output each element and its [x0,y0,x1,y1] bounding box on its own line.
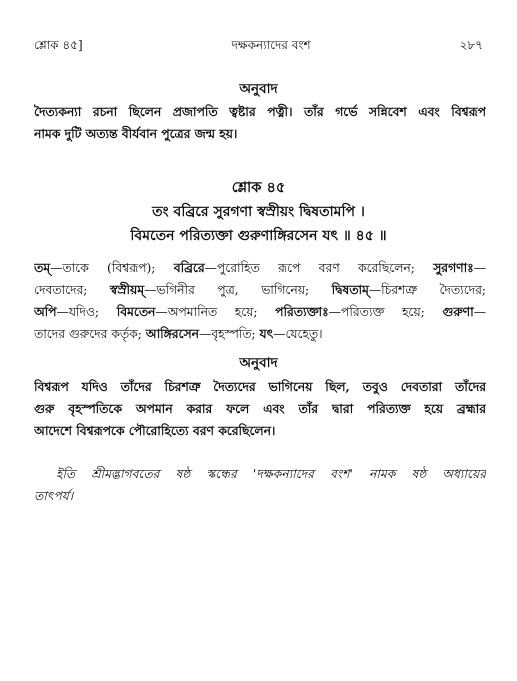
synonym-definition: —তাকে (বিশ্বরূপ); [50,261,174,275]
chapter-colophon [34,463,486,507]
verse-line: বিমতেন পরিত্যক্তা গুরুণাঙ্গিরসেন যৎ ॥ ৪৫ ॥ [130,228,387,244]
synonym-definition: দেবতাদের; [34,283,110,297]
synonym-term: স্বস্রীয়ম্ [109,282,145,297]
colophon-line: ইতি শ্রীমদ্ভাগবতের ষষ্ঠ স্কন্ধের 'দক্ষকন্যাদের বংশ' নামক ষষ্ঠ অধ্যায়ের [56,467,486,481]
synonym-definition: —পুরোহিত রূপে বরণ করেছিলেন; [204,261,434,275]
translation-text [34,376,486,442]
synonym-definition: —চিরশত্রু দৈত্যদের; [368,283,486,297]
translation-text [34,101,486,145]
synonym-definition: —যেহেতু। [273,327,323,341]
synonym-term: পরিত্যক্তাঃ [275,304,329,319]
translation-heading: অনুবাদ [239,355,278,371]
synonym-line [34,257,486,279]
verse-heading: শ্লোক ৪৫ [231,179,286,196]
synonym-term: সুরগণাঃ [433,260,474,275]
translation-line: দৈত্যকন্যা রচনা ছিলেন প্রজাপতি ত্বষ্টার পত্নী। তাঁর গর্ভে সন্নিবেশ এবং বিশ্বরূপ [34,104,486,119]
synonym-definition: —যদিও; [56,305,117,319]
synonym-term: বিমতেন [116,304,156,319]
synonym-term: দ্বিষতাম্ [331,282,369,297]
page-number: ২৮৭ [459,38,483,52]
synonym-term: যৎ [259,326,274,341]
translation-line: নামক দুটি অত্যন্ত বীর্যবান পুত্রের জন্ম হয়। [34,126,238,141]
synonym-definition: — [473,305,486,319]
synonyms-block [34,257,486,345]
synonym-definition: —বৃহস্পতি; [198,327,260,341]
synonym-term: অপি [34,304,57,319]
running-head-chapter-title: দক্ষকন্যাদের বংশ [231,38,311,52]
verse-line: তং বব্রিরে সুরগণা স্বস্রীয়ং দ্বিষতামপি । [152,204,365,220]
synonym-definition: — [473,261,486,275]
synonym-term: আঙ্গিরসেন [145,326,199,341]
synonym-term: গুরুণা [442,304,474,319]
translation-line: গুরু বৃহস্পতিকে অপমান করার ফলে এবং তাঁর দ্বারা পরিত্যক্ত হয়ে ব্রহ্মার [34,401,486,416]
synonym-definition: —অপমানিত হয়ে; [155,305,276,319]
synonym-definition: —পরিত্যক্ত হয়ে; [328,305,443,319]
running-head-verse-ref: শ্লোক ৪৫] [34,38,83,52]
translation-heading: অনুবাদ [239,81,278,97]
synonym-term: বব্রিরে [173,260,205,275]
synonym-line [34,279,486,301]
colophon-line: তাৎপর্য। [34,489,74,503]
running-head [34,38,483,56]
synonym-definition: তাদের গুরুদের কর্তৃক; [34,327,146,341]
translation-line: বিশ্বরূপ যদিও তাঁদের চিরশত্রু দৈত্যদের ভাগিনেয় ছিল, তবুও দেবতারা তাঁদের [34,379,486,394]
translation-line: আদেশে বিশ্বরূপকে পৌরোহিত্যে বরণ করেছিলেন। [34,423,276,438]
synonym-definition: —ভগিনীর পুত্র, ভাগিনেয়; [144,283,332,297]
synonym-line [34,301,486,323]
synonym-line [34,323,486,345]
synonym-term: তম্ [34,260,51,275]
